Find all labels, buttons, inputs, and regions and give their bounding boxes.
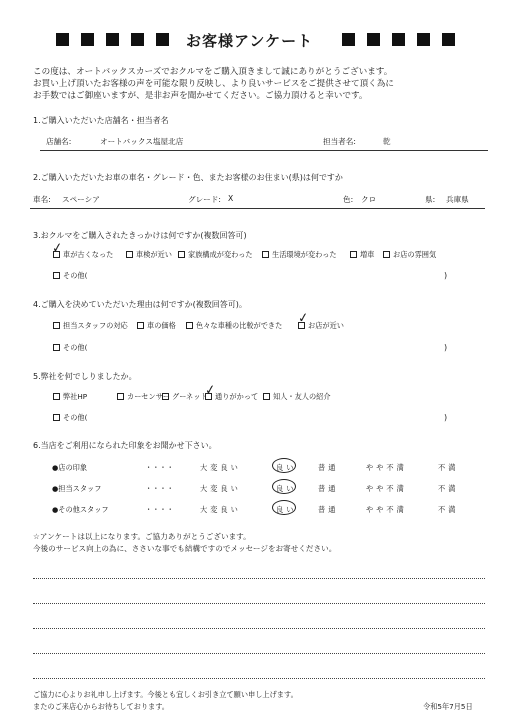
close-paren: ) [444, 271, 448, 280]
rating-somewhat-dissatisfied[interactable]: やや不満 [366, 484, 407, 493]
option-label: 家族構成が変わった [188, 250, 253, 259]
q1-underline [40, 150, 488, 151]
q1-title: 1.ご購入いただいた店舗名・担当者名 [33, 116, 169, 125]
square-bullet [156, 33, 169, 46]
option-label: その他( [63, 343, 88, 352]
q4-option-compare[interactable] [186, 321, 282, 331]
selected-circle [272, 500, 296, 515]
rating-very-good[interactable]: 大変良い [200, 484, 241, 493]
checkbox[interactable] [53, 272, 60, 279]
option-label: 担当スタッフの対応 [63, 321, 128, 330]
rating-row-label: ●担当スタッフ [52, 484, 102, 493]
q5-option-website[interactable] [53, 392, 87, 402]
rating-row-label: ●店の印象 [52, 463, 88, 472]
message-line[interactable] [33, 653, 485, 654]
square-bullet [342, 33, 355, 46]
option-label: 生活環境が変わった [272, 250, 337, 259]
checkbox[interactable] [262, 251, 269, 258]
option-label: 通りがかって [215, 392, 259, 401]
pref-value: 兵庫県 [446, 195, 469, 204]
q3-title: 3.おクルマをご購入されたきっかけは何ですか(複数回答可) [33, 231, 247, 240]
checkmark-icon: ✓ [51, 240, 64, 257]
q2-underline [30, 208, 485, 209]
checkbox[interactable] [53, 414, 60, 421]
option-label: 車検が近い [136, 250, 172, 259]
rating-good[interactable]: 良い [276, 463, 297, 472]
q3-option-other[interactable] [53, 271, 87, 281]
checkbox[interactable] [53, 393, 60, 400]
car-value: スペーシア [62, 195, 100, 204]
option-label: お店が近い [308, 321, 344, 330]
checkbox[interactable] [178, 251, 185, 258]
q4-option-price[interactable] [137, 321, 176, 331]
message-line[interactable] [33, 628, 485, 629]
message-line[interactable] [33, 678, 485, 679]
rating-very-good[interactable]: 大変良い [200, 463, 241, 472]
option-label: カーセンサー [127, 392, 170, 401]
rating-dissatisfied[interactable]: 不満 [438, 505, 459, 514]
closing-line: 今後のサービス向上の為に、ささいな事でも結構ですのでメッセージをお寄せください。 [33, 544, 337, 553]
rating-normal[interactable]: 普通 [318, 484, 339, 493]
q4-title: 4.ご購入を決めていただいた理由は何ですか(複数回答可)。 [33, 300, 247, 309]
q5-option-referral[interactable] [263, 392, 331, 402]
page-title: お客様アンケート [186, 32, 314, 50]
footer-line: ご協力に心よりお礼申し上げます。今後とも宜しくお引き立て願い申し上げます。 [33, 690, 298, 699]
closing-line: ☆アンケートは以上になります。ご協力ありがとうございます。 [33, 532, 251, 541]
option-label: 増車 [360, 250, 375, 259]
intro-line: お手数ではご御座いますが、是非お声を聞かせてください。ご協力頂けると幸いです。 [33, 91, 368, 101]
close-paren: ) [444, 343, 448, 352]
option-label: その他( [63, 413, 88, 422]
checkbox[interactable] [263, 393, 270, 400]
q4-option-staff[interactable] [53, 321, 128, 331]
checkbox[interactable] [350, 251, 357, 258]
intro-line: お買い上げ頂いたお客様の声を可能な限り反映し、より良いサービスをご提供させて頂く為に [33, 79, 394, 89]
q3-option-inspection[interactable] [126, 250, 172, 260]
selected-circle [272, 458, 296, 473]
car-label: 車名: [33, 195, 51, 204]
checkbox[interactable] [383, 251, 390, 258]
color-label: 色: [343, 195, 354, 204]
option-label: 車が古くなった [63, 250, 114, 259]
square-bullet [81, 33, 94, 46]
checkbox[interactable] [53, 322, 60, 329]
staff-value: 乾 [383, 137, 391, 146]
title-row [0, 30, 516, 52]
intro-text [33, 66, 394, 102]
option-label: グーネット [172, 392, 208, 401]
rating-dissatisfied[interactable]: 不満 [438, 484, 459, 493]
rating-dots: ・・・・ [145, 484, 174, 493]
checkbox[interactable] [53, 344, 60, 351]
option-label: その他( [63, 271, 88, 280]
rating-row-label: ●その他スタッフ [52, 505, 109, 514]
message-line[interactable] [33, 603, 485, 604]
rating-normal[interactable]: 普通 [318, 505, 339, 514]
option-label: 色々な車種の比較ができた [196, 321, 283, 330]
square-bullet [392, 33, 405, 46]
close-paren: ) [444, 413, 448, 422]
checkbox[interactable] [126, 251, 133, 258]
message-line[interactable] [33, 578, 485, 579]
store-label: 店舗名: [46, 137, 72, 146]
grade-label: グレード: [188, 195, 221, 204]
option-label: 弊社HP [63, 392, 88, 401]
rating-somewhat-dissatisfied[interactable]: やや不満 [366, 505, 407, 514]
square-bullet [367, 33, 380, 46]
rating-somewhat-dissatisfied[interactable]: やや不満 [366, 463, 407, 472]
rating-very-good[interactable]: 大変良い [200, 505, 241, 514]
store-value: オートバックス塩屋北店 [100, 137, 184, 146]
q6-title: 6.当店をご利用になられた印象をお聞かせ下さい。 [33, 441, 217, 450]
color-value: クロ [361, 195, 377, 204]
checkbox[interactable] [162, 393, 169, 400]
q3-option-lifestyle[interactable] [262, 250, 337, 260]
checkbox[interactable] [137, 322, 144, 329]
option-label: お店の雰囲気 [393, 250, 437, 259]
option-label: 知人・友人の紹介 [273, 392, 331, 401]
rating-good[interactable]: 良い [276, 484, 297, 493]
q3-option-atmosphere[interactable] [383, 250, 436, 260]
staff-label: 担当者名: [323, 137, 356, 146]
footer-line: またのご来店心からお待ちしております。 [33, 702, 169, 711]
rating-dissatisfied[interactable]: 不満 [438, 463, 459, 472]
option-label: 車の価格 [147, 321, 176, 330]
q5-option-other[interactable] [53, 413, 87, 423]
square-bullet [442, 33, 455, 46]
pref-label: 県: [425, 195, 436, 204]
grade-value: X [228, 194, 234, 203]
rating-dots: ・・・・ [145, 463, 174, 472]
q3-option-family[interactable] [178, 250, 253, 260]
q5-option-goonet[interactable] [162, 392, 208, 402]
selected-circle [272, 479, 296, 494]
checkmark-icon: ✓ [297, 310, 310, 327]
square-bullet [131, 33, 144, 46]
square-bullet [417, 33, 430, 46]
q4-option-other[interactable] [53, 343, 87, 353]
checkbox[interactable] [117, 393, 124, 400]
square-bullet [106, 33, 119, 46]
rating-dots: ・・・・ [145, 505, 174, 514]
q2-title: 2.ご購入いただいたお車の車名・グレード・色、またお客様のお住まい(県)は何ですか [33, 173, 343, 182]
rating-good[interactable]: 良い [276, 505, 297, 514]
q3-option-additional[interactable] [350, 250, 374, 260]
rating-normal[interactable]: 普通 [318, 463, 339, 472]
checkbox[interactable] [186, 322, 193, 329]
intro-line: この度は、オートバックスカーズでおクルマをご購入頂きまして誠にありがとうございます。 [33, 67, 393, 77]
q5-title: 5.弊社を何でしりましたか。 [33, 372, 137, 381]
square-bullet [56, 33, 69, 46]
footer-date: 令和5年7月5日 [423, 702, 473, 711]
checkmark-icon: ✓ [204, 382, 217, 399]
